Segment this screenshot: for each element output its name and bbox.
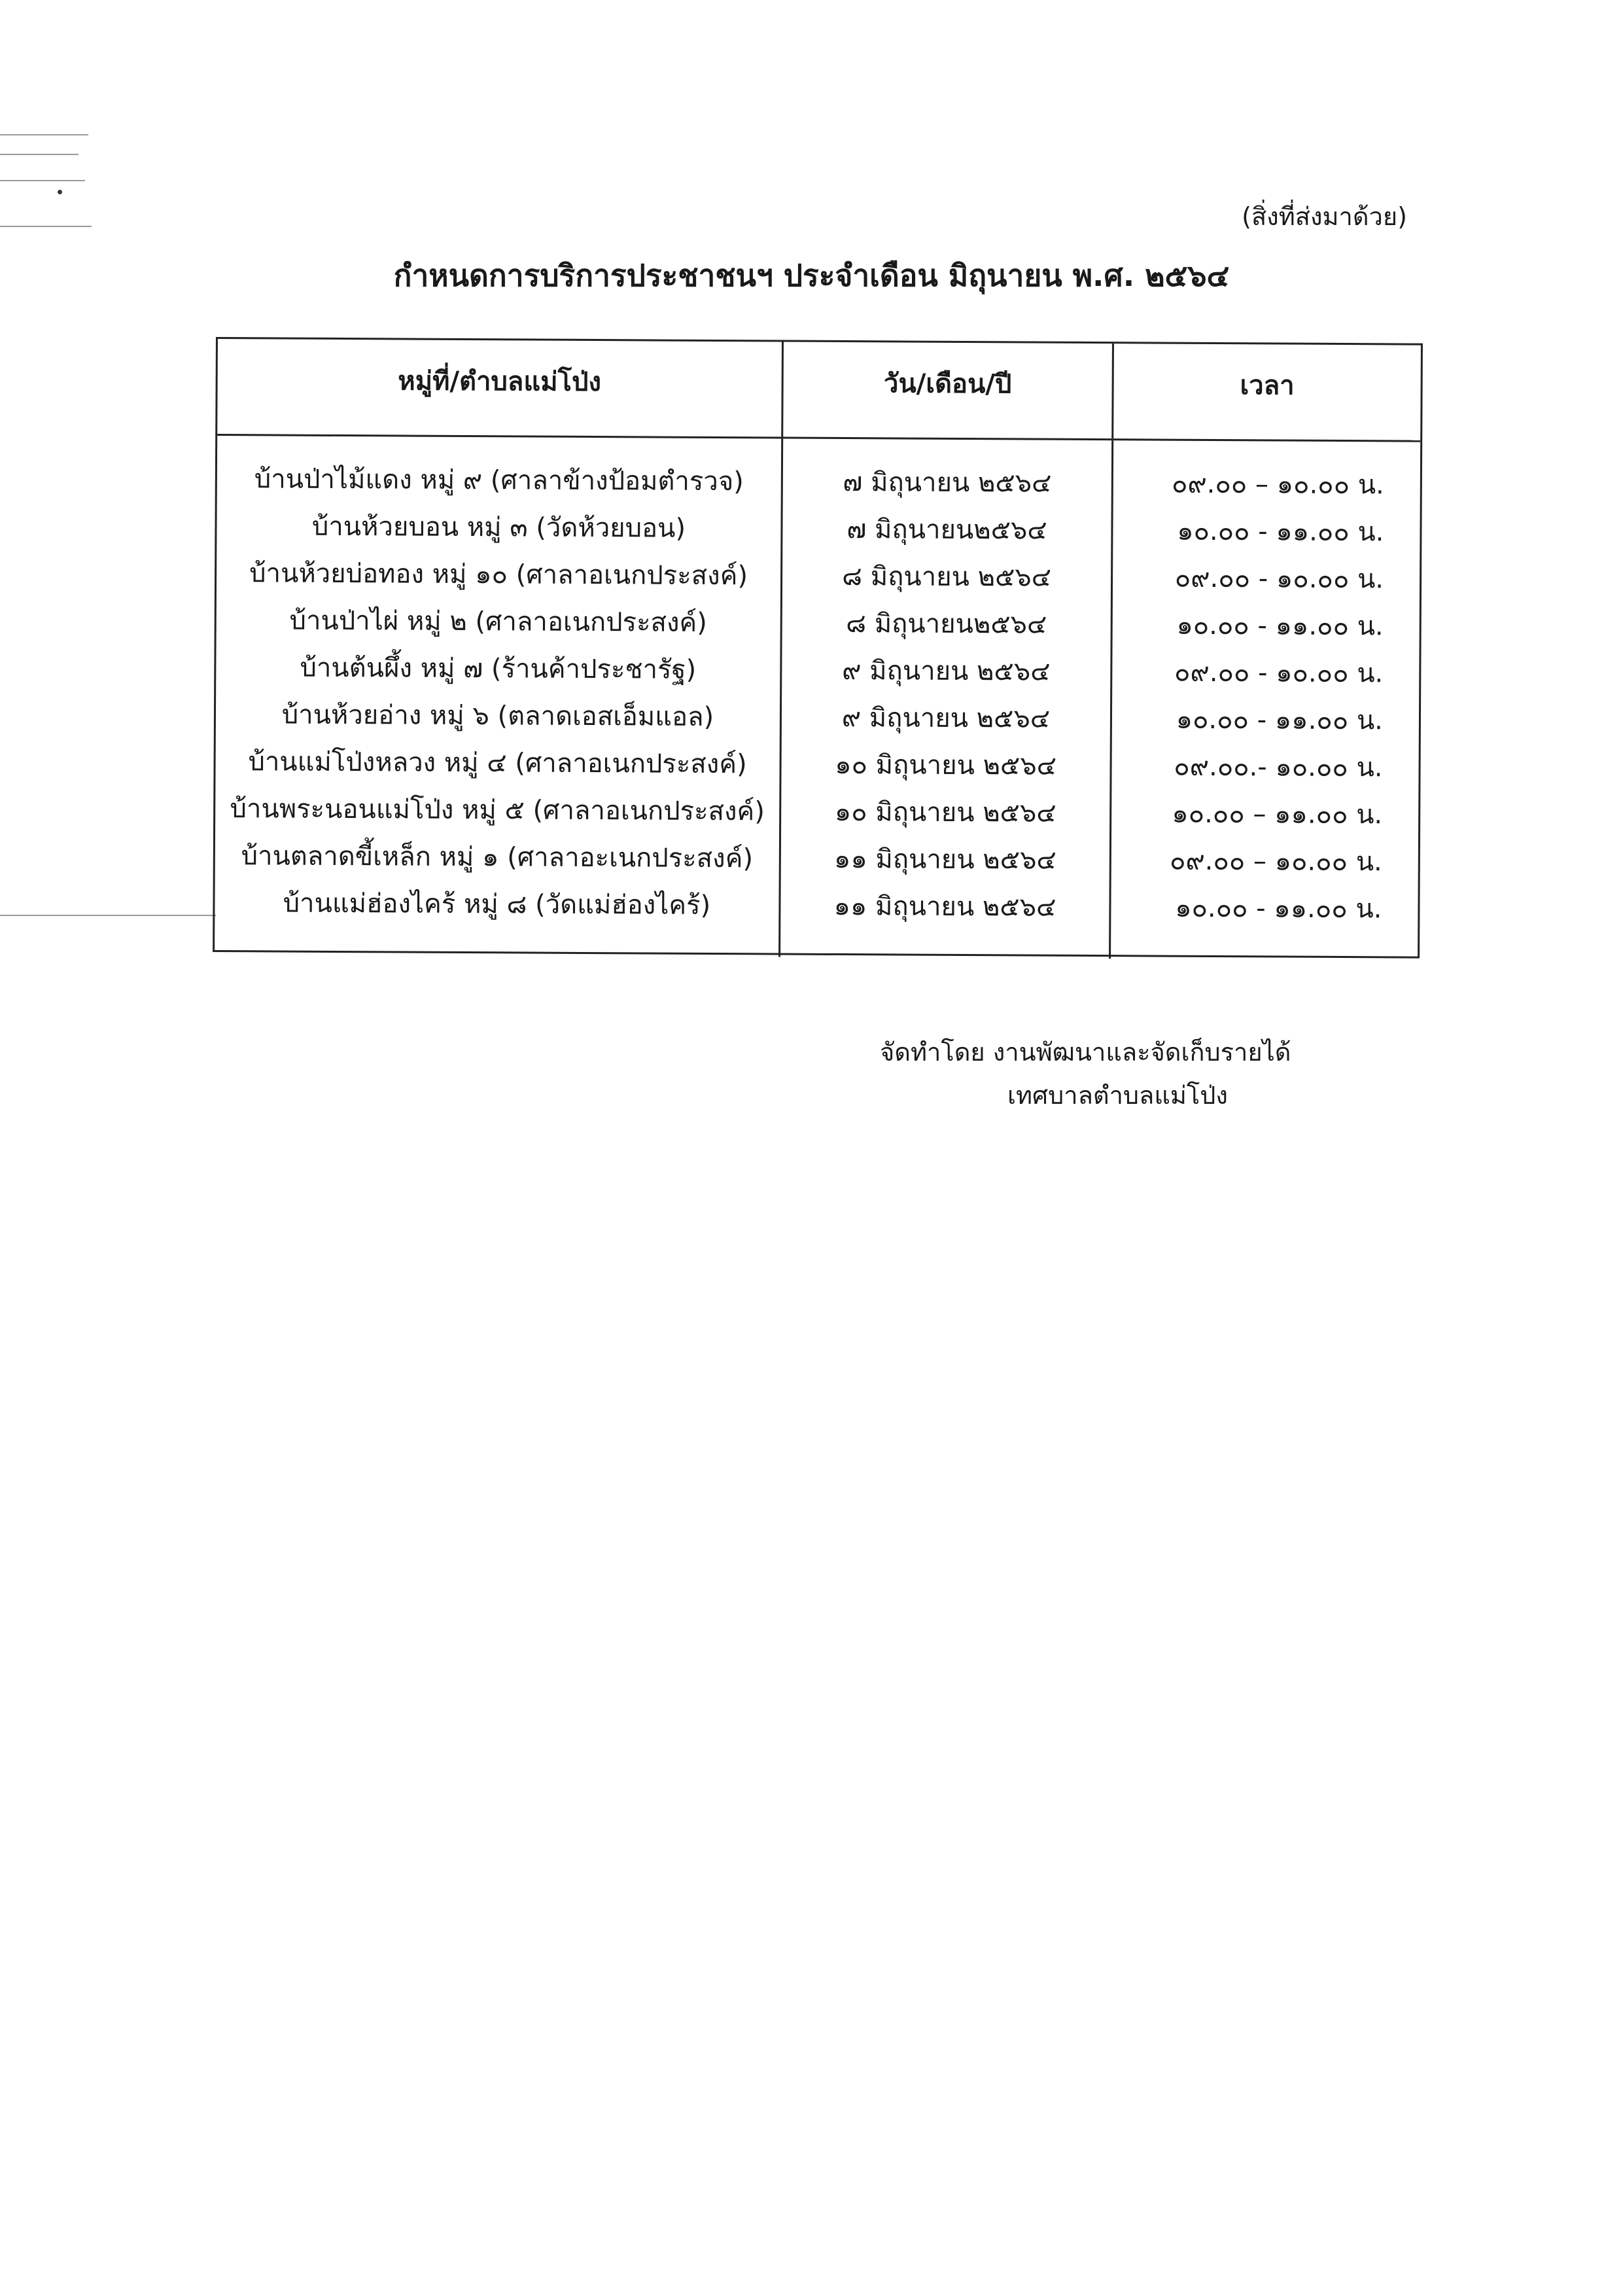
scan-artifact: [0, 915, 216, 916]
time-cell: ๑๐.๐๐ - ๑๑.๐๐ น.: [1175, 892, 1382, 925]
time-cell: ๑๐.๐๐ - ๑๑.๐๐ น.: [1176, 610, 1384, 642]
date-cell: ๑๑ มิถุนายน ๒๕๖๔: [833, 843, 1056, 875]
time-cell: ๐๙.๐๐ – ๑๐.๐๐ น.: [1171, 468, 1384, 501]
table-header: [217, 339, 1421, 442]
date-cell: ๘ มิถุนายน ๒๕๖๔: [842, 561, 1052, 593]
date-cell: ๗ มิถุนายน ๒๕๖๔: [843, 467, 1052, 499]
village-cell: บ้านแม่โป่งหลวง หมู่ ๔ (ศาลาอเนกประสงค์): [248, 747, 747, 780]
village-cell: บ้านห้วยอ่าง หมู่ ๖ (ตลาดเอสเอ็มแอล): [281, 699, 714, 732]
date-cell: ๑๑ มิถุนายน ๒๕๖๔: [833, 891, 1056, 923]
column-header-village: หมู่ที่/ตำบลแม่โป่ง: [217, 339, 784, 437]
time-cell: ๑๐.๐๐ – ๑๑.๐๐ น.: [1172, 798, 1383, 830]
date-cell: ๙ มิถุนายน ๒๕๖๔: [841, 703, 1051, 734]
schedule-table: [213, 337, 1423, 959]
signature-block: [880, 1031, 1291, 1117]
date-cell: ๗ มิถุนายน๒๕๖๔: [846, 514, 1047, 546]
organization-text: เทศบาลตำบลแม่โป่ง: [1007, 1081, 1228, 1110]
date-column: [780, 439, 1113, 959]
village-cell: บ้านห้วยบ่อทอง หมู่ ๑๐ (ศาลาอเนกประสงค์): [249, 558, 748, 592]
village-cell: บ้านป่าไผ่ หมู่ ๒ (ศาลาอเนกประสงค์): [289, 605, 707, 638]
scan-artifact: [58, 190, 62, 194]
village-cell: บ้านตลาดขี้เหล็ก หมู่ ๑ (ศาลาอะเนกประสงค์): [241, 841, 754, 874]
date-cell: ๑๐ มิถุนายน ๒๕๖๔: [834, 796, 1056, 828]
time-cell: ๐๙.๐๐ - ๑๐.๐๐ น.: [1174, 563, 1384, 595]
time-cell: ๑๐.๐๐ - ๑๑.๐๐ น.: [1177, 516, 1384, 548]
time-cell: ๐๙.๐๐ – ๑๐.๐๐ น.: [1169, 845, 1382, 877]
village-cell: บ้านพระนอนแม่โป่ง หมู่ ๕ (ศาลาอเนกประสงค์): [230, 794, 765, 827]
time-cell: ๑๐.๐๐ - ๑๑.๐๐ น.: [1176, 704, 1384, 736]
table-body: [215, 436, 1420, 961]
scan-artifact: [0, 226, 92, 227]
date-cell: ๙ มิถุนายน ๒๕๖๔: [842, 656, 1051, 687]
time-cell: ๐๙.๐๐.- ๑๐.๐๐ น.: [1174, 751, 1383, 783]
date-cell: ๘ มิถุนายน๒๕๖๔: [846, 609, 1047, 640]
page-title: กำหนดการบริการประชาชนฯ ประจำเดือน มิถุนายน พ.ศ. ๒๕๖๔: [393, 258, 1230, 293]
scan-artifact: [0, 134, 88, 135]
village-cell: บ้านป่าไม้แดง หมู่ ๙ (ศาลาข้างป้อมตำรวจ): [254, 464, 744, 497]
prepared-by-text: จัดทำโดย งานพัฒนาและจัดเก็บรายได้: [880, 1038, 1291, 1067]
column-header-time: เวลา: [1240, 370, 1295, 401]
time-cell: ๐๙.๐๐ - ๑๐.๐๐ น.: [1174, 657, 1384, 689]
date-cell: ๑๐ มิถุนายน ๒๕๖๔: [835, 749, 1057, 781]
scan-artifact: [0, 154, 79, 155]
village-cell: บ้านต้นผึ้ง หมู่ ๗ (ร้านค้าประชารัฐ): [300, 652, 697, 685]
village-cell: บ้านห้วยบอน หมู่ ๓ (วัดห้วยบอน): [311, 511, 686, 544]
enclosure-note: (สิ่งที่ส่งมาด้วย): [1242, 202, 1407, 231]
village-column: [215, 436, 783, 957]
scan-artifact: [0, 180, 85, 181]
time-column: [1111, 440, 1420, 960]
column-header-date: วัน/เดือน/ปี: [783, 342, 1114, 439]
village-cell: บ้านแม่ฮ่องไคร้ หมู่ ๘ (วัดแม่ฮ่องไคร้): [283, 888, 711, 921]
